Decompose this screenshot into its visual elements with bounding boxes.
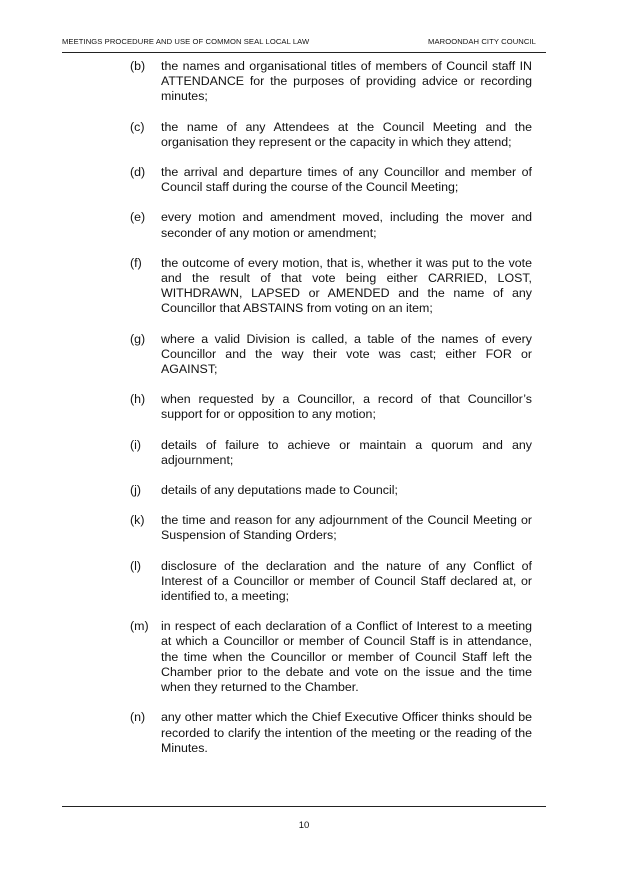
list-item xyxy=(130,559,532,605)
list-item xyxy=(130,256,532,317)
list-item-marker: (k) xyxy=(130,513,145,528)
list-item-text: the outcome of every motion, that is, whether it was put to the vote and the result of that vote being either CARRIED, LOST, WITHDRAWN, LAPSED or AMENDED and the name of any Councillor that ABSTAINS from voting on an item; xyxy=(161,255,532,316)
list-item-text: the arrival and departure times of any Councillor and member of Council staff during the course of the Council Meeting; xyxy=(161,165,532,195)
list-item-text: the name of any Attendees at the Council Meeting and the organisation they represent or the capacity in which they attend; xyxy=(161,119,532,149)
list-item-marker: (m) xyxy=(130,619,149,634)
list-item-text: in respect of each declaration of a Conflict of Interest to a meeting at which a Councillor or member of Council Staff is in attendance, the time when the Councillor or member of Council Staff left the Chamber prior to the debate and vote on the issue and the time when they returned to the Chamber. xyxy=(161,619,532,695)
list-item-marker: (c) xyxy=(130,119,145,134)
list-item-marker: (i) xyxy=(130,437,142,452)
list-item xyxy=(130,438,532,468)
list-item-marker: (b) xyxy=(130,59,146,73)
list-item xyxy=(130,483,532,498)
list-item-marker: (h) xyxy=(130,392,146,407)
header-document-title: MEETINGS PROCEDURE AND USE OF COMMON SEAL LOCAL LAW xyxy=(62,37,310,46)
header-rule xyxy=(62,52,546,53)
list-item-marker: (f) xyxy=(130,255,142,270)
footer-rule xyxy=(62,806,546,807)
page-number: 10 xyxy=(298,820,310,831)
list-item-text: the time and reason for any adjournment of the Council Meeting or Suspension of Standing Orders; xyxy=(161,513,532,543)
list-item-text: details of failure to achieve or maintain a quorum and any adjournment; xyxy=(161,437,532,467)
list-item-text: any other matter which the Chief Executive Officer thinks should be recorded to clarify the intention of the meeting or the reading of the Minutes. xyxy=(161,710,532,755)
list-item xyxy=(130,120,532,150)
header-organisation: MAROONDAH CITY COUNCIL xyxy=(428,37,536,46)
list-item-text: where a valid Division is called, a table of the names of every Councillor and the way their vote was cast; either FOR or AGAINST; xyxy=(161,331,532,377)
list-item xyxy=(130,332,532,378)
list-item xyxy=(130,619,532,695)
list-item-marker: (g) xyxy=(130,331,146,346)
list-item xyxy=(130,165,532,195)
list-item-marker: (d) xyxy=(130,165,146,180)
list-item-marker: (j) xyxy=(130,483,142,498)
list-item-text: every motion and amendment moved, including the mover and seconder of any motion or amendment; xyxy=(161,210,532,240)
list-item-text: details of any deputations made to Council; xyxy=(161,483,398,498)
list-item-text: when requested by a Councillor, a record of that Councillor’s support for or opposition to any motion; xyxy=(161,392,532,422)
list-item-marker: (e) xyxy=(130,210,146,225)
minutes-requirements-list xyxy=(130,59,532,771)
list-item xyxy=(130,59,532,105)
list-item-marker: (n) xyxy=(130,710,146,725)
list-item xyxy=(130,210,532,240)
list-item-marker: (l) xyxy=(130,558,142,573)
list-item xyxy=(130,710,532,756)
list-item xyxy=(130,392,532,422)
list-item xyxy=(130,513,532,543)
page-header xyxy=(62,37,546,51)
list-item-text: disclosure of the declaration and the nature of any Conflict of Interest of a Councillor or member of Council Staff declared at, or identified to, a meeting; xyxy=(161,558,532,604)
list-item-text: the names and organisational titles of members of Council staff IN ATTENDANCE for the purposes of providing advice or recording minutes; xyxy=(161,59,532,104)
